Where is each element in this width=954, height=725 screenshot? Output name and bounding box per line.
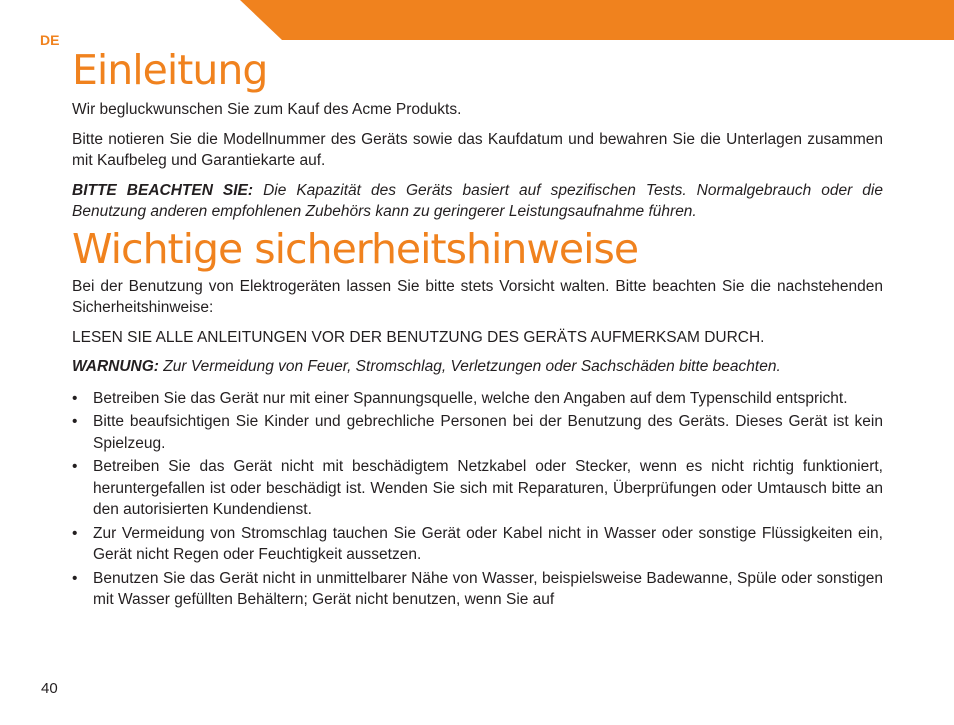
list-item — [72, 388, 883, 410]
bullet: • — [72, 569, 78, 587]
page-content — [72, 46, 883, 613]
list-item-text: Betreiben Sie das Gerät nicht mit beschädigtem Netzkabel oder Stecker, wenn es nicht richtig funktioniert, heruntergefallen ist oder beschädigt ist. Wenden Sie sich mit Reparaturen, Überprüfungen oder Umtausch bitte an den autorisierten Kundendienst. — [93, 458, 883, 518]
page-number: 40 — [41, 680, 58, 697]
bullet: • — [72, 389, 78, 407]
list-item-text: Bitte beaufsichtigen Sie Kinder und gebrechliche Personen bei der Benutzung des Geräts. Dieses Gerät ist kein Spielzeug. — [93, 413, 883, 452]
list-item-text: Betreiben Sie das Gerät nur mit einer Spannungsquelle, welche den Angaben auf dem Typenschild entspricht. — [93, 389, 848, 407]
list-item — [72, 411, 883, 454]
list-item — [72, 568, 883, 611]
note-label: BITTE BEACHTEN SIE: — [72, 181, 254, 199]
warning-label: WARNUNG: — [72, 358, 159, 375]
list-item — [72, 456, 883, 521]
note-text: Die Kapazität des Geräts basiert auf spezifischen Tests. Normalgebrauch oder die Benutzung anderen empfohlenen Zubehörs kann zu geringerer Leistungsaufnahme führen. — [72, 181, 883, 220]
safety-title: Wichtige sicherheitshinweise — [72, 224, 639, 273]
orange-banner-shape — [240, 0, 954, 40]
language-label: DE — [40, 32, 60, 48]
list-item-text: Zur Vermeidung von Stromschlag tauchen Sie Gerät oder Kabel nicht in Wasser oder sonstige Flüssigkeiten ein, Gerät nicht Regen oder Feuchtigkeit aussetzen. — [93, 524, 883, 563]
bullet: • — [72, 524, 78, 542]
header-banner — [0, 0, 954, 40]
list-item — [72, 523, 883, 566]
safety-paragraph-2: LESEN SIE ALLE ANLEITUNGEN VOR DER BENUTZUNG DES GERÄTS AUFMERKSAM DURCH. — [72, 328, 765, 346]
list-item-text: Benutzen Sie das Gerät nicht in unmittelbarer Nähe von Wasser, beispielsweise Badewanne, Spüle oder sonstigen mit Wasser gefüllten Behältern; Gerät nicht benutzen, wenn Sie auf — [93, 569, 883, 608]
safety-warning — [72, 356, 883, 378]
intro-title: Einleitung — [72, 46, 268, 94]
safety-paragraph-1: Bei der Benutzung von Elektrogeräten lassen Sie bitte stets Vorsicht walten. Bitte beachten Sie die nachstehenden Sicherheitshinweise: — [72, 277, 883, 316]
intro-paragraph-1: Wir begluckwunschen Sie zum Kauf des Acme Produkts. — [72, 101, 462, 118]
bullet: • — [72, 413, 78, 430]
intro-note — [72, 180, 883, 223]
safety-list — [72, 388, 883, 611]
warning-text: Zur Vermeidung von Feuer, Stromschlag, Verletzungen oder Sachschäden bitte beachten. — [158, 358, 781, 375]
bullet: • — [72, 458, 78, 475]
intro-paragraph-2: Bitte notieren Sie die Modellnummer des Geräts sowie das Kaufdatum und bewahren Sie die Unterlagen zusammen mit Kaufbeleg und Garantiekarte auf. — [72, 130, 883, 169]
